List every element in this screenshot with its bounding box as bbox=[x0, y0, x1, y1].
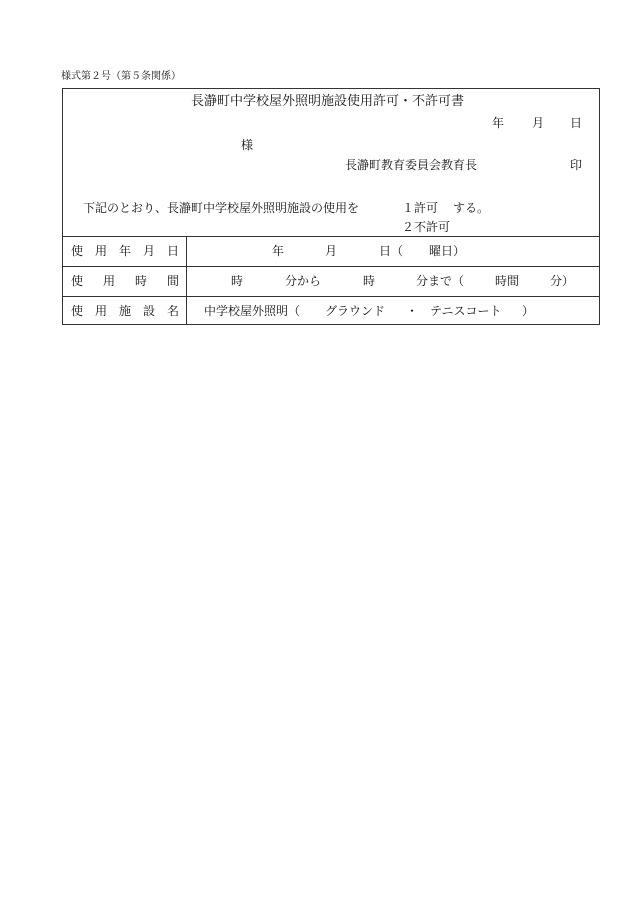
date-month-label: 月 bbox=[532, 116, 545, 130]
form-number-caption: 様式第２号（第５条関係） bbox=[61, 71, 181, 82]
start-hour: 時 bbox=[231, 274, 244, 288]
usage-day: 日（ bbox=[379, 244, 404, 258]
label-column-divider bbox=[186, 236, 187, 324]
label-usage-time: 使 用 時 間 bbox=[71, 274, 180, 288]
date-year-label: 年 bbox=[492, 116, 505, 130]
row-divider-1 bbox=[63, 266, 599, 267]
facility-close: ） bbox=[522, 304, 535, 318]
end-minute: 分まで（ bbox=[416, 274, 465, 288]
statement-end: する。 bbox=[453, 201, 490, 215]
seal-mark: 印 bbox=[570, 158, 583, 172]
facility-prefix: 中学校屋外照明（ bbox=[204, 304, 301, 318]
row-divider-2 bbox=[63, 296, 599, 297]
issuer-title: 長瀞町教育委員会教育長 bbox=[345, 158, 478, 172]
permit-form bbox=[62, 88, 600, 325]
end-hour: 時 bbox=[363, 274, 376, 288]
facility-option-ground: グラウンド bbox=[325, 304, 386, 318]
label-facility: 使 用 施 設 名 bbox=[71, 304, 180, 318]
option-permit: １許可 bbox=[402, 201, 439, 215]
table-top-border bbox=[63, 236, 599, 237]
start-minute: 分から bbox=[285, 274, 322, 288]
date-day-label: 日 bbox=[570, 116, 583, 130]
facility-separator: ・ bbox=[406, 304, 419, 318]
duration-hours: 時間 bbox=[495, 274, 520, 288]
label-usage-date: 使 用 年 月 日 bbox=[71, 244, 180, 258]
usage-weekday: 曜日） bbox=[429, 244, 466, 258]
facility-option-tennis: テニスコート bbox=[430, 304, 502, 318]
form-title: 長瀞町中学校屋外照明施設使用許可・不許可書 bbox=[191, 94, 465, 109]
usage-year: 年 bbox=[272, 244, 285, 258]
permit-statement: 下記のとおり、長瀞町中学校屋外照明施設の使用を bbox=[83, 201, 360, 215]
option-deny: ２不許可 bbox=[402, 220, 451, 234]
addressee-suffix: 様 bbox=[241, 138, 254, 152]
usage-month: 月 bbox=[325, 244, 338, 258]
duration-minutes: 分） bbox=[550, 274, 575, 288]
